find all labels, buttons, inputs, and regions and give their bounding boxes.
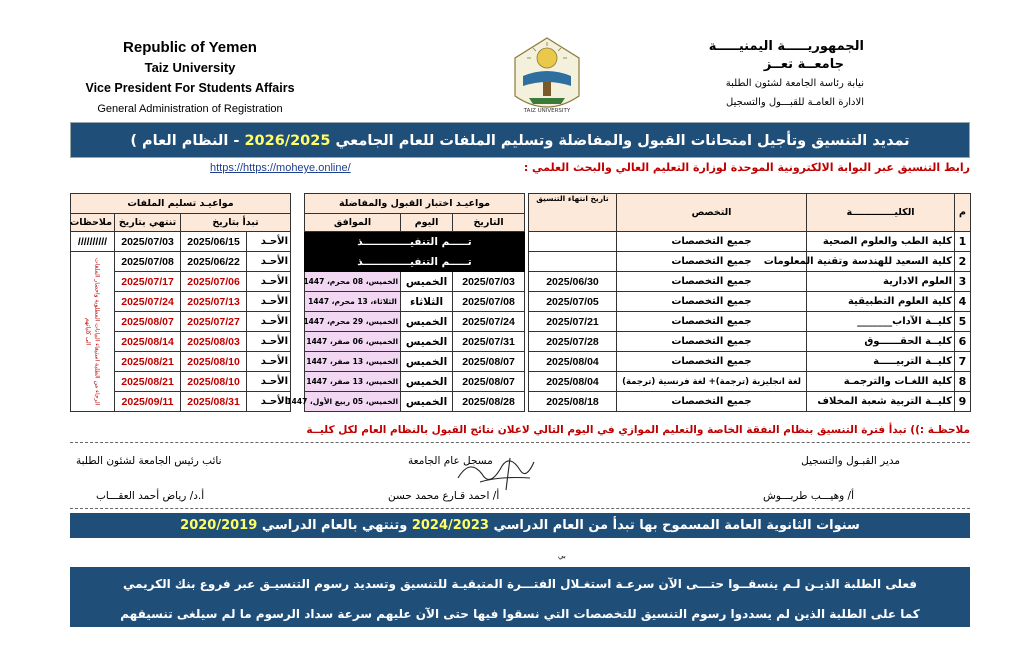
files-header-notes: ملاحظات [71, 214, 115, 232]
specialization: جميع التخصصات [617, 352, 807, 372]
table-row [529, 292, 971, 312]
header-ar-vice-president: نيابة رئاسة الجامعة لشئون الطلبة [725, 78, 864, 89]
table-row [529, 332, 971, 352]
files-end-date: 2025/07/24 [115, 292, 181, 312]
files-day: الأحـد [247, 272, 291, 292]
table-row [529, 352, 971, 372]
college-name: كلية العلوم التطبيقية [807, 292, 955, 312]
college-name: كلية اللغـات والترجمـة [807, 372, 955, 392]
files-start-date: 2025/08/10 [181, 372, 247, 392]
exam-date: 2025/07/31 [453, 332, 525, 352]
signature-title-vice-president: نائب رئيس الجامعة لشئون الطلبة [76, 455, 222, 467]
files-start-date: 2025/06/15 [181, 232, 247, 252]
table-row [529, 252, 971, 272]
table-row [71, 232, 291, 252]
exam-date: 2025/07/08 [453, 292, 525, 312]
header-english [70, 38, 310, 120]
coordination-end-date: 2025/08/18 [529, 392, 617, 412]
exam-table [286, 193, 525, 412]
header-ar-university: جامعــة تعــز [763, 57, 844, 72]
specialization: جميع التخصصات [617, 252, 807, 272]
row-num: 4 [955, 292, 971, 312]
table-row [305, 252, 525, 272]
coordination-end-date [529, 232, 617, 252]
title-part1: تمديد التنسيق وتأجيل امتحانات القبول والمفاضلة وتسليم الملفات للعام الجامعي [335, 133, 910, 149]
files-end-date: 2025/07/03 [115, 232, 181, 252]
link-row [200, 161, 970, 179]
exam-hijri-date: الخميس، 05 ربيع الأول، 1447 [305, 392, 401, 412]
table-row [305, 272, 525, 292]
exam-date: 2025/08/28 [453, 392, 525, 412]
row-num: 9 [955, 392, 971, 412]
coordination-end-date: 2025/08/04 [529, 352, 617, 372]
files-header-start: تبدأ بتاريخ [181, 214, 291, 232]
college-name: العلوم الادارية [807, 272, 955, 292]
header-ar-country: الجمهوريـــــة اليمنيـــــة [708, 39, 864, 54]
files-title: مواعيـد تسليم الملفات [71, 194, 291, 214]
exam-hijri-date: الخميس، 13 صفر، 1447 [305, 372, 401, 392]
row-num: 3 [955, 272, 971, 292]
files-start-date: 2025/08/10 [181, 352, 247, 372]
files-end-date: 2025/08/21 [115, 372, 181, 392]
table-row [305, 352, 525, 372]
files-start-date: 2025/07/13 [181, 292, 247, 312]
table-row [305, 392, 525, 412]
bottom-notice-box [70, 567, 970, 627]
notice-line-2: كما على الطلبة الذين لم يسددوا رسوم التنسيق للتخصصات التي نسقوا فيها حتى الآن عليهم سرعة سداد الرسوم ما لم سيلغى تنسيقهم [120, 607, 920, 621]
link-label: رابط التنسيق عبر البوابة الالكترونية الموحدة لوزارة التعليم العالي والبحث العلمي : [523, 161, 970, 174]
exam-header-day: اليوم [401, 214, 453, 232]
table-row [71, 252, 291, 272]
files-end-date: 2025/07/08 [115, 252, 181, 272]
specialization: جميع التخصصات [617, 232, 807, 252]
exam-date: 2025/07/03 [453, 272, 525, 292]
table-row [305, 312, 525, 332]
row-num: 6 [955, 332, 971, 352]
header-ar-administration: الادارة العامـة للقبـــول والتسجيل [726, 97, 864, 108]
years-end: 2020/2019 [180, 518, 258, 533]
note-text: ملاحظـة :)) تبدأ فترة التنسيق بنظام النفقة الخاصة والتعليم الموازي في اليوم التالي لاعلان نتائج القبول بالنظام العام لكل كليــة [306, 424, 970, 436]
college-name: كلية السعيد للهندسة وتقنية المعلومات [807, 252, 955, 272]
exam-day: الخميس [401, 372, 453, 392]
files-end-date: 2025/08/21 [115, 352, 181, 372]
dashed-separator [70, 442, 970, 443]
title-part2: - النظام العام ) [130, 133, 240, 149]
title-year: 2026/2025 [244, 133, 331, 149]
files-start-date: 2025/07/27 [181, 312, 247, 332]
exam-day: الخميس [401, 272, 453, 292]
college-name: كليــة التربية شعبة المخلاف [807, 392, 955, 412]
signature-title-registrar: مسجل عام الجامعة [408, 455, 493, 467]
files-end-date: 2025/08/14 [115, 332, 181, 352]
header-en-vice-president: Vice President For Students Affairs [85, 81, 295, 95]
files-header-end: تنتهي بتاريخ [115, 214, 181, 232]
exam-hijri-date: الخميس، 13 صفر، 1447 [305, 352, 401, 372]
table-row [305, 332, 525, 352]
header-spec: التخصص [617, 194, 807, 232]
table-row [305, 232, 525, 252]
files-note-first: ////////// [71, 232, 115, 252]
coordination-end-date: 2025/07/21 [529, 312, 617, 332]
specialization: لغة انجليزية (ترجمة)+ لغة فرنسية (ترجمة) [617, 372, 807, 392]
table-row [305, 372, 525, 392]
specialization: جميع التخصصات [617, 392, 807, 412]
exam-hijri-date: الثلاثاء، 13 محرم، 1447 [305, 292, 401, 312]
colleges-table [528, 193, 971, 412]
header-college: الكليـــــــــــــة [807, 194, 955, 232]
exam-header-date: التاريخ [453, 214, 525, 232]
table-row [529, 232, 971, 252]
exam-day: الخميس [401, 352, 453, 372]
table-row [305, 292, 525, 312]
files-start-date: 2025/08/03 [181, 332, 247, 352]
table-row [529, 272, 971, 292]
signature-title-registration: مدير القبـول والتسجيل [801, 455, 900, 467]
exam-title: مواعيـد اختبار القبول والمفاضلة [305, 194, 525, 214]
files-side-note: الرجاء من الطلبة استيفاء البيانات المطلوبة واحضار الملفات الى كلياتهم [71, 252, 115, 412]
exam-date: 2025/08/07 [453, 372, 525, 392]
college-name: كليــة التربيـــــة [807, 352, 955, 372]
small-mark: بي [558, 552, 566, 560]
college-name: كلية الطب والعلوم الصحية [807, 232, 955, 252]
years-start: 2024/2023 [411, 518, 489, 533]
coordination-end-date: 2025/07/28 [529, 332, 617, 352]
signature-name-registration: أ/ وهيـــب طربـــوش [763, 490, 854, 502]
exam-hijri-date: الخميس، 08 محرم، 1447 [305, 272, 401, 292]
files-day: الأحـد [247, 332, 291, 352]
header-en-country: Republic of Yemen [123, 39, 257, 56]
college-name: كليــة الحقــــــوق [807, 332, 955, 352]
coordination-end-date [529, 252, 617, 272]
college-name: كليــة الآداب_______ [807, 312, 955, 332]
files-day: الأحـد [247, 372, 291, 392]
header-en-university: Taiz University [144, 60, 236, 75]
files-day: الأحـد [247, 252, 291, 272]
files-table [70, 193, 291, 412]
exam-date: 2025/08/07 [453, 352, 525, 372]
specialization: جميع التخصصات [617, 332, 807, 352]
years-part2: وتنتهي بالعام الدراسي [261, 518, 408, 533]
university-logo [509, 36, 585, 118]
coordination-end-date: 2025/07/05 [529, 292, 617, 312]
specialization: جميع التخصصات [617, 272, 807, 292]
exam-hijri-date: الخميس، 29 محرم، 1447 [305, 312, 401, 332]
files-end-date: 2025/09/11 [115, 392, 181, 412]
header-num: م [955, 194, 971, 232]
exam-header-hijri: الموافق [305, 214, 401, 232]
signature-name-vice-president: أ.د/ رياض أحمد العقـــاب [96, 490, 205, 502]
title-banner [70, 122, 970, 158]
files-day: الأحـد [247, 312, 291, 332]
table-row [529, 392, 971, 412]
logo-text: TAIZ UNIVERSITY [523, 108, 571, 114]
files-day: الأحـد [247, 232, 291, 252]
exam-hijri-date: الخميس، 06 صفر، 1447 [305, 332, 401, 352]
header-en-administration: General Administration of Registration [97, 103, 283, 115]
signature-name-registrar: أ/ احمد قـارع محمد حسن [388, 490, 500, 502]
exam-day: الثلاثاء [401, 292, 453, 312]
portal-link[interactable]: https://https://moheye.online/ [210, 162, 351, 174]
files-start-date: 2025/07/06 [181, 272, 247, 292]
executed-cell: تـــــم التنفيـــــــــــــذ [305, 252, 525, 272]
row-num: 2 [955, 252, 971, 272]
files-start-date: 2025/08/31 [181, 392, 247, 412]
dashed-separator [70, 508, 970, 509]
row-num: 1 [955, 232, 971, 252]
table-row [529, 312, 971, 332]
years-part1: سنوات الثانوية العامة المسموح بها تبدأ من العام الدراسي [493, 518, 860, 533]
files-day: الأحـد [247, 292, 291, 312]
notice-line-1: فعلى الطلبة الذيـن لـم ينسقــوا حتـــى الآن سرعـة استغـلال الفتـــرة المتبقيـة للتنسيق وتسديد رسوم التنسيـق عبر فروع بنك الكريمي [122, 577, 918, 591]
files-end-date: 2025/08/07 [115, 312, 181, 332]
exam-date: 2025/07/24 [453, 312, 525, 332]
specialization: جميع التخصصات [617, 292, 807, 312]
files-day: الأحـد [247, 392, 291, 412]
files-start-date: 2025/06/22 [181, 252, 247, 272]
files-end-date: 2025/07/17 [115, 272, 181, 292]
coordination-end-date: 2025/06/30 [529, 272, 617, 292]
handwritten-signature [450, 448, 540, 494]
row-num: 7 [955, 352, 971, 372]
exam-day: الخميس [401, 392, 453, 412]
files-day: الأحـد [247, 352, 291, 372]
row-num: 5 [955, 312, 971, 332]
row-num: 8 [955, 372, 971, 392]
coordination-end-date: 2025/08/04 [529, 372, 617, 392]
header-end-date: تاريخ انتهاء التنسيق [529, 194, 617, 232]
specialization: جميع التخصصات [617, 312, 807, 332]
exam-day: الخميس [401, 332, 453, 352]
table-row [529, 372, 971, 392]
years-banner [70, 513, 970, 538]
header-arabic [634, 38, 864, 112]
exam-day: الخميس [401, 312, 453, 332]
executed-cell: تـــــم التنفيـــــــــــــذ [305, 232, 525, 252]
